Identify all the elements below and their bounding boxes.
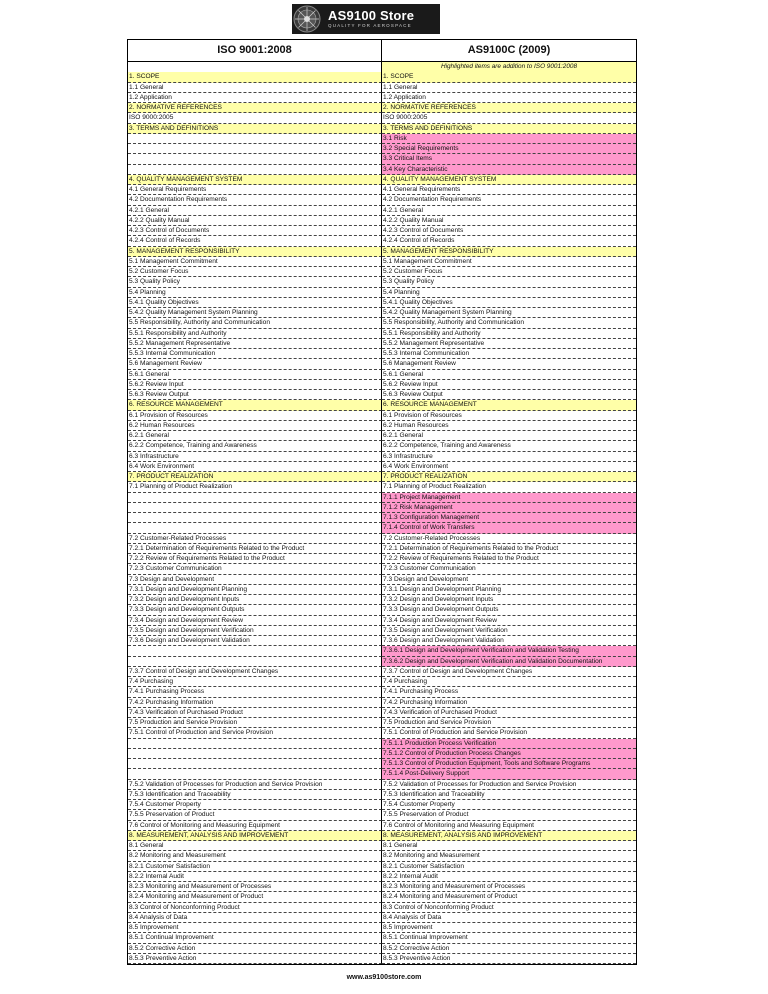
- table-row: [128, 790, 636, 800]
- table-row: [128, 165, 636, 175]
- as9100-cell: 8.2.2 Internal Audit: [382, 872, 636, 882]
- as9100-cell: 6.4 Work Environment: [382, 462, 636, 472]
- as9100-cell: 7. PRODUCT REALIZATION: [382, 472, 636, 482]
- as9100-cell: 7.3.4 Design and Development Review: [382, 616, 636, 626]
- iso-cell: 4.2.1 General: [128, 206, 382, 216]
- as9100-cell: 2. NORMATIVE REFERENCES: [382, 103, 636, 113]
- iso-cell: 5.4.2 Quality Management System Planning: [128, 308, 382, 318]
- table-row: [128, 759, 636, 769]
- iso-cell: 7.5.5 Preservation of Product: [128, 810, 382, 820]
- table-row: [128, 462, 636, 472]
- as9100-cell: 6.2.1 General: [382, 431, 636, 441]
- as9100-cell: 8.2 Monitoring and Measurement: [382, 851, 636, 861]
- iso-cell: [128, 165, 382, 175]
- iso-cell: 3. TERMS AND DEFINITIONS: [128, 124, 382, 134]
- table-row: [128, 318, 636, 328]
- table-row: [128, 93, 636, 103]
- table-row: [128, 708, 636, 718]
- iso-cell: 5.5.3 Internal Communication: [128, 349, 382, 359]
- as9100-cell: 4. QUALITY MANAGEMENT SYSTEM: [382, 175, 636, 185]
- as9100-cell: 6.3 Infrastructure: [382, 452, 636, 462]
- table-row: [128, 523, 636, 533]
- table-row: [128, 810, 636, 820]
- as9100-cell: 8.5 Improvement: [382, 923, 636, 933]
- table-row: [128, 216, 636, 226]
- iso-cell: [128, 134, 382, 144]
- table-row: [128, 892, 636, 902]
- iso-cell: 1.2 Application: [128, 93, 382, 103]
- as9100-cell: 5.4 Planning: [382, 288, 636, 298]
- table-row: [128, 769, 636, 779]
- table-row: [128, 154, 636, 164]
- as9100-cell: 3.1 Risk: [382, 134, 636, 144]
- iso-cell: 5.2 Customer Focus: [128, 267, 382, 277]
- table-row: [128, 400, 636, 410]
- as9100-cell: 6.2.2 Competence, Training and Awareness: [382, 441, 636, 451]
- table-row: [128, 718, 636, 728]
- iso-cell: 6.1 Provision of Resources: [128, 411, 382, 421]
- iso-cell: 6.2.1 General: [128, 431, 382, 441]
- table-row: [128, 636, 636, 646]
- iso-cell: 7.4.3 Verification of Purchased Product: [128, 708, 382, 718]
- table-row: [128, 882, 636, 892]
- table-row: [128, 923, 636, 933]
- iso-cell: 2. NORMATIVE REFERENCES: [128, 103, 382, 113]
- iso-cell: 5.6 Management Review: [128, 359, 382, 369]
- table-row: [128, 831, 636, 841]
- as9100-cell: 7.1.2 Risk Management: [382, 503, 636, 513]
- iso-cell: 7. PRODUCT REALIZATION: [128, 472, 382, 482]
- as9100-cell: 8.5.1 Continual Improvement: [382, 933, 636, 943]
- table-row: [128, 503, 636, 513]
- as9100-cell: 7.2 Customer-Related Processes: [382, 534, 636, 544]
- as9100-cell: 8.3 Control of Nonconforming Product: [382, 903, 636, 913]
- as9100-cell: 7.3.1 Design and Development Planning: [382, 585, 636, 595]
- iso-cell: 7.5.1 Control of Production and Service Provision: [128, 728, 382, 738]
- as9100-cell: 6.1 Provision of Resources: [382, 411, 636, 421]
- table-row: [128, 329, 636, 339]
- table-row: [128, 780, 636, 790]
- table-row: [128, 493, 636, 503]
- table-row: [128, 728, 636, 738]
- highlight-note: Highlighted items are addition to ISO 9001:2008: [382, 62, 636, 72]
- table-row: [128, 626, 636, 636]
- as9100-cell: 7.5.1.3 Control of Production Equipment, Tools and Software Programs: [382, 759, 636, 769]
- as9100-cell: 7.1.4 Control of Work Transfers: [382, 523, 636, 533]
- table-row: [128, 124, 636, 134]
- iso-cell: [128, 154, 382, 164]
- iso-cell: 8.5.2 Corrective Action: [128, 944, 382, 954]
- table-row: [128, 595, 636, 605]
- comparison-table: [127, 39, 637, 965]
- iso-cell: [128, 759, 382, 769]
- table-row: [128, 564, 636, 574]
- as9100-cell: 7.4.2 Purchasing Information: [382, 698, 636, 708]
- table-row: [128, 657, 636, 667]
- table-row: [128, 513, 636, 523]
- as9100-cell: 5.6 Management Review: [382, 359, 636, 369]
- iso-cell: 5.5 Responsibility, Authority and Communication: [128, 318, 382, 328]
- iso-cell: 7.1 Planning of Product Realization: [128, 482, 382, 492]
- iso-cell: 4.1 General Requirements: [128, 185, 382, 195]
- iso-cell: 7.5 Production and Service Provision: [128, 718, 382, 728]
- table-row: [128, 554, 636, 564]
- as9100-cell: 7.5.1.4 Post-Delivery Support: [382, 769, 636, 779]
- as9100-cell: 7.3.2 Design and Development Inputs: [382, 595, 636, 605]
- iso-cell: 6.2 Human Resources: [128, 421, 382, 431]
- iso-cell: 5.6.2 Review Input: [128, 380, 382, 390]
- header-as9100c: AS9100C (2009): [467, 44, 551, 56]
- iso-cell: 5.5.2 Management Representative: [128, 339, 382, 349]
- iso-cell: [128, 749, 382, 759]
- as9100-cell: 7.3.5 Design and Development Verification: [382, 626, 636, 636]
- iso-cell: [128, 769, 382, 779]
- as9100-cell: 7.3.6.1 Design and Development Verification and Validation Testing: [382, 646, 636, 656]
- iso-cell: 7.2.1 Determination of Requirements Related to the Product: [128, 544, 382, 554]
- iso-cell: 7.3.6 Design and Development Validation: [128, 636, 382, 646]
- table-row: [128, 544, 636, 554]
- iso-cell: [128, 657, 382, 667]
- as9100-cell: 8.2.1 Customer Satisfaction: [382, 862, 636, 872]
- as9100-cell: 3.2 Special Requirements: [382, 144, 636, 154]
- table-row: [128, 441, 636, 451]
- table-row: [128, 308, 636, 318]
- as9100-cell: 3.3 Critical Items: [382, 154, 636, 164]
- as9100-cell: 7.5.1.2 Control of Production Process Changes: [382, 749, 636, 759]
- as9100-cell: 4.2.1 General: [382, 206, 636, 216]
- iso-cell: 5.5.1 Responsibility and Authority: [128, 329, 382, 339]
- table-row: [128, 134, 636, 144]
- iso-cell: 4. QUALITY MANAGEMENT SYSTEM: [128, 175, 382, 185]
- iso-cell: 7.3.7 Control of Design and Development Changes: [128, 667, 382, 677]
- table-row: [128, 83, 636, 93]
- as9100-cell: 5.5.2 Management Representative: [382, 339, 636, 349]
- iso-cell: 5.4.1 Quality Objectives: [128, 298, 382, 308]
- table-row: [128, 677, 636, 687]
- iso-cell: 7.2 Customer-Related Processes: [128, 534, 382, 544]
- as9100-cell: 7.5.1.1 Production Process Verification: [382, 739, 636, 749]
- table-row: [128, 247, 636, 257]
- as9100-cell: 7.5.1 Control of Production and Service Provision: [382, 728, 636, 738]
- table-row: [128, 739, 636, 749]
- iso-cell: 8.2.3 Monitoring and Measurement of Processes: [128, 882, 382, 892]
- iso-cell: [128, 144, 382, 154]
- table-row: [128, 913, 636, 923]
- iso-cell: [128, 493, 382, 503]
- as9100-cell: 7.4 Purchasing: [382, 677, 636, 687]
- as9100-cell: 5.1 Management Commitment: [382, 257, 636, 267]
- as9100-cell: 7.5.3 Identification and Traceability: [382, 790, 636, 800]
- table-row: [128, 144, 636, 154]
- iso-cell: 7.4 Purchasing: [128, 677, 382, 687]
- table-row: [128, 226, 636, 236]
- iso-cell: 8.4 Analysis of Data: [128, 913, 382, 923]
- as9100-cell: 7.3.7 Control of Design and Development Changes: [382, 667, 636, 677]
- as9100-cell: 1.1 General: [382, 83, 636, 93]
- iso-cell: 7.6 Control of Monitoring and Measuring Equipment: [128, 821, 382, 831]
- table-row: [128, 933, 636, 943]
- as9100-cell: 8.1 General: [382, 841, 636, 851]
- iso-cell: 7.3.2 Design and Development Inputs: [128, 595, 382, 605]
- table-header: [128, 40, 636, 62]
- as9100-cell: 4.2.4 Control of Records: [382, 236, 636, 246]
- table-row: [128, 452, 636, 462]
- as9100-cell: 7.2.1 Determination of Requirements Related to the Product: [382, 544, 636, 554]
- table-row: [128, 195, 636, 205]
- highlight-note-row: [128, 62, 636, 72]
- as9100-cell: ISO 9000:2005: [382, 113, 636, 123]
- as9100-cell: 7.4.3 Verification of Purchased Product: [382, 708, 636, 718]
- as9100-cell: 8.5.3 Preventive Action: [382, 954, 636, 964]
- as9100-cell: 4.1 General Requirements: [382, 185, 636, 195]
- iso-cell: 8.5.3 Preventive Action: [128, 954, 382, 964]
- iso-cell: 6.4 Work Environment: [128, 462, 382, 472]
- as9100-cell: 7.5.4 Customer Property: [382, 800, 636, 810]
- table-row: [128, 872, 636, 882]
- table-row: [128, 800, 636, 810]
- as9100-cell: 5.3 Quality Policy: [382, 277, 636, 287]
- as9100-cell: 7.3.3 Design and Development Outputs: [382, 605, 636, 615]
- table-row: [128, 288, 636, 298]
- iso-cell: 4.2.3 Control of Documents: [128, 226, 382, 236]
- iso-cell: 7.3 Design and Development: [128, 575, 382, 585]
- iso-cell: [128, 646, 382, 656]
- table-row: [128, 431, 636, 441]
- iso-cell: 8.5 Improvement: [128, 923, 382, 933]
- iso-cell: [128, 739, 382, 749]
- table-row: [128, 267, 636, 277]
- as9100-cell: 5. MANAGEMENT RESPONSIBILITY: [382, 247, 636, 257]
- table-row: [128, 944, 636, 954]
- iso-cell: 6. RESOURCE MANAGEMENT: [128, 400, 382, 410]
- iso-cell: 7.3.3 Design and Development Outputs: [128, 605, 382, 615]
- as9100-cell: 7.3 Design and Development: [382, 575, 636, 585]
- as9100-cell: 5.4.1 Quality Objectives: [382, 298, 636, 308]
- table-row: [128, 411, 636, 421]
- table-row: [128, 349, 636, 359]
- table-row: [128, 103, 636, 113]
- iso-cell: 6.2.2 Competence, Training and Awareness: [128, 441, 382, 451]
- iso-cell: [128, 503, 382, 513]
- as9100-cell: 7.1 Planning of Product Realization: [382, 482, 636, 492]
- as9100-cell: 7.5.5 Preservation of Product: [382, 810, 636, 820]
- as9100-cell: 7.5.2 Validation of Processes for Production and Service Provision: [382, 780, 636, 790]
- table-row: [128, 575, 636, 585]
- as9100-cell: 7.1.3 Configuration Management: [382, 513, 636, 523]
- table-row: [128, 585, 636, 595]
- as9100-cell: 8.4 Analysis of Data: [382, 913, 636, 923]
- header-iso9001: ISO 9001:2008: [128, 40, 382, 61]
- table-row: [128, 903, 636, 913]
- iso-cell: [128, 513, 382, 523]
- as9100-cell: 7.3.6.2 Design and Development Verification and Validation Documentation: [382, 657, 636, 667]
- table-row: [128, 605, 636, 615]
- table-row: [128, 370, 636, 380]
- as9100-cell: 8.5.2 Corrective Action: [382, 944, 636, 954]
- iso-cell: 1.1 General: [128, 83, 382, 93]
- table-row: [128, 206, 636, 216]
- as9100-cell: 6.2 Human Resources: [382, 421, 636, 431]
- iso-cell: 7.2.3 Customer Communication: [128, 564, 382, 574]
- as9100-cell: 5.5.1 Responsibility and Authority: [382, 329, 636, 339]
- iso-cell: 7.4.1 Purchasing Process: [128, 687, 382, 697]
- iso-cell: 7.4.2 Purchasing Information: [128, 698, 382, 708]
- as9100-cell: 8.2.3 Monitoring and Measurement of Processes: [382, 882, 636, 892]
- iso-cell: 5.4 Planning: [128, 288, 382, 298]
- table-row: [128, 646, 636, 656]
- iso-cell: 5.6.3 Review Output: [128, 390, 382, 400]
- table-row: [128, 851, 636, 861]
- table-row: [128, 482, 636, 492]
- iso-cell: 7.3.5 Design and Development Verification: [128, 626, 382, 636]
- iso-cell: 8.2 Monitoring and Measurement: [128, 851, 382, 861]
- as9100-cell: 5.6.2 Review Input: [382, 380, 636, 390]
- iso-cell: 6.3 Infrastructure: [128, 452, 382, 462]
- logo-name: AS9100 Store: [328, 8, 415, 23]
- iso-cell: 8.2.1 Customer Satisfaction: [128, 862, 382, 872]
- table-row: [128, 113, 636, 123]
- as9100-cell: 4.2.3 Control of Documents: [382, 226, 636, 236]
- as9100-cell: 8. MEASUREMENT, ANALYSIS AND IMPROVEMENT: [382, 831, 636, 841]
- as9100-cell: 4.2.2 Quality Manual: [382, 216, 636, 226]
- iso-cell: 4.2 Documentation Requirements: [128, 195, 382, 205]
- as9100-cell: 5.5 Responsibility, Authority and Communication: [382, 318, 636, 328]
- table-row: [128, 472, 636, 482]
- table-row: [128, 667, 636, 677]
- turbine-icon: [292, 4, 322, 34]
- as9100-cell: 7.2.3 Customer Communication: [382, 564, 636, 574]
- iso-cell: 5. MANAGEMENT RESPONSIBILITY: [128, 247, 382, 257]
- table-row: [128, 821, 636, 831]
- table-row: [128, 236, 636, 246]
- as9100-cell: 5.6.1 General: [382, 370, 636, 380]
- iso-cell: 1. SCOPE: [128, 72, 382, 82]
- as9100-store-logo: [292, 4, 440, 34]
- as9100-cell: 3. TERMS AND DEFINITIONS: [382, 124, 636, 134]
- table-row: [128, 339, 636, 349]
- footer-url[interactable]: www.as9100store.com: [346, 974, 422, 981]
- iso-cell: 7.5.3 Identification and Traceability: [128, 790, 382, 800]
- table-row: [128, 298, 636, 308]
- as9100-cell: 5.2 Customer Focus: [382, 267, 636, 277]
- table-row: [128, 257, 636, 267]
- as9100-cell: 5.4.2 Quality Management System Planning: [382, 308, 636, 318]
- logo-tagline: QUALITY FOR AEROSPACE: [328, 23, 412, 28]
- table-row: [128, 687, 636, 697]
- table-row: [128, 380, 636, 390]
- table-row: [128, 698, 636, 708]
- as9100-cell: 4.2 Documentation Requirements: [382, 195, 636, 205]
- iso-cell: 8. MEASUREMENT, ANALYSIS AND IMPROVEMENT: [128, 831, 382, 841]
- as9100-cell: 5.6.3 Review Output: [382, 390, 636, 400]
- table-row: [128, 749, 636, 759]
- iso-cell: 8.1 General: [128, 841, 382, 851]
- as9100-cell: 5.5.3 Internal Communication: [382, 349, 636, 359]
- iso-cell: 7.3.1 Design and Development Planning: [128, 585, 382, 595]
- iso-cell: ISO 9000:2005: [128, 113, 382, 123]
- table-row: [128, 862, 636, 872]
- iso-cell: 7.5.2 Validation of Processes for Production and Service Provision: [128, 780, 382, 790]
- note-empty-cell: [128, 62, 382, 72]
- as9100-cell: 8.2.4 Monitoring and Measurement of Product: [382, 892, 636, 902]
- as9100-cell: 3.4 Key Characteristic: [382, 165, 636, 175]
- iso-cell: 5.3 Quality Policy: [128, 277, 382, 287]
- iso-cell: 4.2.4 Control of Records: [128, 236, 382, 246]
- iso-cell: 4.2.2 Quality Manual: [128, 216, 382, 226]
- table-row: [128, 277, 636, 287]
- table-row: [128, 175, 636, 185]
- iso-cell: 7.2.2 Review of Requirements Related to the Product: [128, 554, 382, 564]
- iso-cell: 8.5.1 Continual Improvement: [128, 933, 382, 943]
- as9100-cell: 7.3.6 Design and Development Validation: [382, 636, 636, 646]
- iso-cell: [128, 523, 382, 533]
- table-row: [128, 954, 636, 964]
- iso-cell: 7.5.4 Customer Property: [128, 800, 382, 810]
- table-row: [128, 841, 636, 851]
- as9100-cell: 7.4.1 Purchasing Process: [382, 687, 636, 697]
- iso-cell: 8.3 Control of Nonconforming Product: [128, 903, 382, 913]
- iso-cell: 5.6.1 General: [128, 370, 382, 380]
- table-row: [128, 616, 636, 626]
- iso-cell: 8.2.4 Monitoring and Measurement of Product: [128, 892, 382, 902]
- table-body: [128, 72, 636, 964]
- as9100-cell: 1.2 Application: [382, 93, 636, 103]
- as9100-cell: 6. RESOURCE MANAGEMENT: [382, 400, 636, 410]
- as9100-cell: 7.2.2 Review of Requirements Related to the Product: [382, 554, 636, 564]
- iso-cell: 7.3.4 Design and Development Review: [128, 616, 382, 626]
- table-row: [128, 534, 636, 544]
- table-row: [128, 421, 636, 431]
- as9100-cell: 7.1.1 Project Management: [382, 493, 636, 503]
- table-row: [128, 359, 636, 369]
- as9100-cell: 7.6 Control of Monitoring and Measuring Equipment: [382, 821, 636, 831]
- table-row: [128, 390, 636, 400]
- table-row: [128, 185, 636, 195]
- as9100-cell: 7.5 Production and Service Provision: [382, 718, 636, 728]
- as9100-cell: 1. SCOPE: [382, 72, 636, 82]
- iso-cell: 8.2.2 Internal Audit: [128, 872, 382, 882]
- table-row: [128, 72, 636, 82]
- iso-cell: 5.1 Management Commitment: [128, 257, 382, 267]
